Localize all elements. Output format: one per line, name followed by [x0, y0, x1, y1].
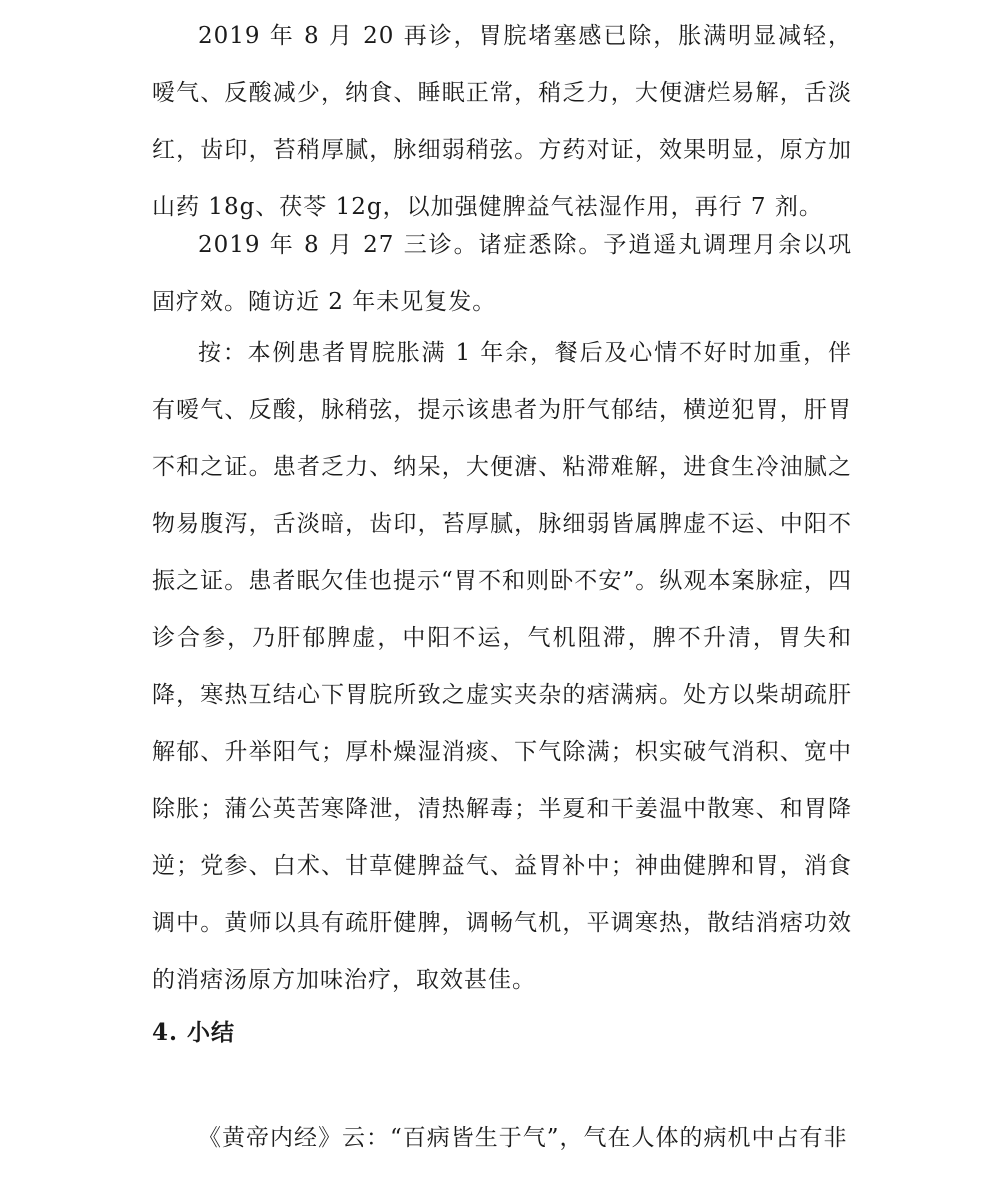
- paragraph-second-visit: 2019 年 8 月 20 再诊，胃脘堵塞感已除，胀满明显减轻，嗳气、反酸减少，纳食、睡眠正常，稍乏力，大便溏烂易解，舌淡红，齿印，苔稍厚腻，脉细弱稍弦。方药对证，效果明显，原方加山药 18g、茯苓 12g，以加强健脾益气祛湿作用，再行 7 剂。: [152, 23, 852, 220]
- paragraph-commentary: 按：本例患者胃脘胀满 1 年余，餐后及心情不好时加重，伴有嗳气、反酸，脉稍弦，提示该患者为肝气郁结，横逆犯胃，肝胃不和之证。患者乏力、纳呆，大便溏、粘滞难解，进食生冷油腻之物易腹泻，舌淡暗，齿印，苔厚腻，脉细弱皆属脾虚不运、中阳不振之证。患者眠欠佳也提示“胃不和则卧不安”。纵观本案脉症，四诊合参，乃肝郁脾虚，中阳不运，气机阻滞，脾不升清，胃失和降，寒热互结心下胃脘所致之虚实夹杂的痞满病。处方以柴胡疏肝解郁、升举阳气；厚朴燥湿消痰、下气除满；枳实破气消积、宽中除胀；蒲公英苦寒降泄，清热解毒；半夏和干姜温中散寒、和胃降逆；党参、白术、甘草健脾益气、益胃补中；神曲健脾和胃，消食调中。黄师以具有疏肝健脾，调畅气机，平调寒热，散结消痞功效的消痞汤原方加味治疗，取效甚佳。: [152, 340, 852, 993]
- paragraph-third-visit: 2019 年 8 月 27 三诊。诸症悉除。予逍遥丸调理月余以巩固疗效。随访近 2 年未见复发。: [152, 232, 852, 315]
- section-heading-summary: 4. 小结: [152, 1019, 236, 1046]
- paragraph-summary-start: 《黄帝内经》云：“百病皆生于气”，气在人体的病机中占有非: [198, 1125, 848, 1151]
